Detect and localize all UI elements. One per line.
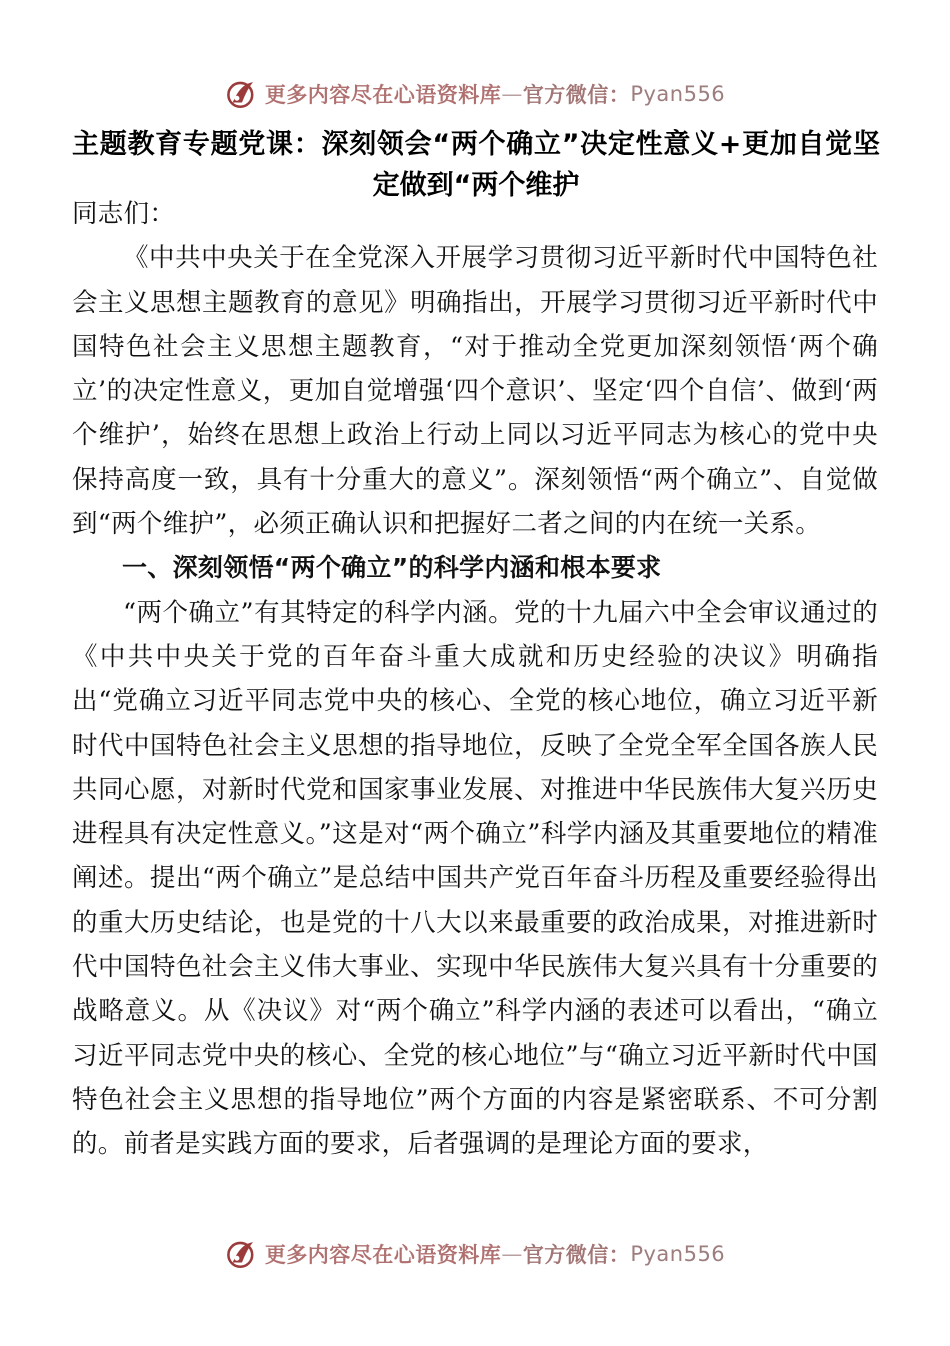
footer-watermark [0, 1234, 950, 1274]
watermark-wechat-label: 官方微信： [522, 1243, 631, 1267]
watermark-wechat-label: 官方微信： [522, 83, 631, 107]
watermark-site-name: 更多内容尽在心语资料库 [264, 1243, 502, 1267]
watermark-wechat-id: Pyan556 [630, 1242, 726, 1266]
watermark-dash: — [501, 82, 523, 106]
section-heading: 一、深刻领悟“两个确立”的科学内涵和根本要求 [122, 553, 662, 583]
watermark-dash: — [501, 1242, 523, 1266]
watermark-site-name: 更多内容尽在心语资料库 [264, 83, 502, 107]
intro-paragraph: 《中共中央关于在全党深入开展学习贯彻习近平新时代中国特色社会主义思想主题教育的意见》明确指出，开展学习贯彻习近平新时代中国特色社会主义思想主题教育，“对于推动全党更加深刻领悟‘两个确立’的决定性意义，更加自觉增强‘四个意识’、坚定‘四个自信’、做到‘两个维护’，始终在思想上政治上行动上同以习近平同志为核心的党中央保持高度一致，具有十分重大的意义”。深刻领悟“两个确立”、自觉做到“两个维护”，必须正确认识和把握好二者之间的内在统一关系。 [72, 243, 878, 540]
watermark-wechat-id: Pyan556 [630, 82, 726, 106]
section-paragraph: “两个确立”有其特定的科学内涵。党的十九届六中全会审议通过的《中共中央关于党的百年奋斗重大成就和历史经验的决议》明确指出“党确立习近平同志党中央的核心、全党的核心地位，确立习近平新时代中国特色社会主义思想的指导地位，反映了全党全军全国各族人民共同心愿，对新时代党和国家事业发展、对推进中华民族伟大复兴历史进程具有决定性意义。”这是对“两个确立”科学内涵及其重要地位的精准阐述。提出“两个确立”是总结中国共产党百年奋斗历程及重要经验得出的重大历史结论，也是党的十八大以来最重要的政治成果，对推进新时代中国特色社会主义伟大事业、实现中华民族伟大复兴具有十分重要的战略意义。从《决议》对“两个确立”科学内涵的表述可以看出，“确立习近平同志党中央的核心、全党的核心地位”与“确立习近平新时代中国特色社会主义思想的指导地位”两个方面的内容是紧密联系、不可分割的。前者是实践方面的要求，后者强调的是理论方面的要求， [72, 597, 878, 1160]
document-body [72, 192, 878, 1167]
logo-icon [225, 77, 259, 111]
logo-icon [225, 1237, 259, 1271]
document-title: 主题教育专题党课：深刻领会“两个确立”决定性意义+更加自觉坚定做到“两个维护 [72, 129, 880, 201]
header-watermark [0, 74, 950, 114]
salutation: 同志们： [72, 199, 176, 229]
